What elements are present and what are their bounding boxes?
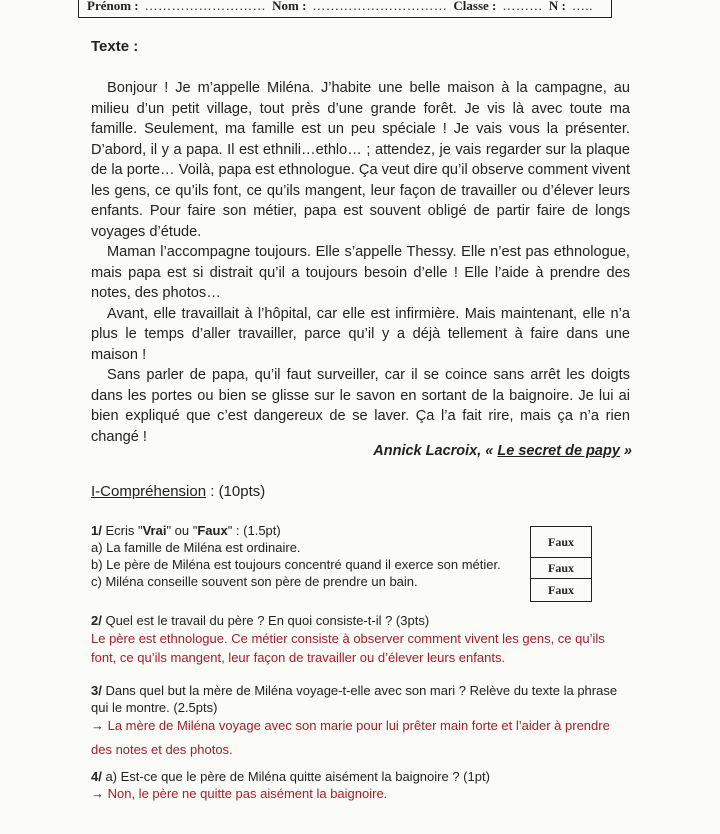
q1-item-a: a) La famille de Miléna est ordinaire. [91, 540, 301, 555]
question-2-prompt: 2/ Quel est le travail du père ? En quoi consiste-t-il ? (3pts) [91, 613, 430, 628]
paragraph-3: Avant, elle travaillait à l’hôpital, car elle est infirmière. Mais maintenant, elle n’a plus le temps d’aller travailler, parce qu’il y a déjà tellement à faire dans une maison ! [91, 305, 630, 363]
section-title: I-Compréhension [91, 483, 207, 500]
n-label: N : [548, 0, 566, 13]
student-info-header [78, 0, 612, 18]
author-name: Annick Lacroix, « [373, 443, 494, 459]
classe-label: Classe : [453, 0, 497, 13]
author-close: » [623, 443, 632, 459]
question-3 [91, 682, 631, 758]
texte-heading: Texte : [91, 38, 139, 55]
arrow-icon: → [91, 786, 104, 801]
question-4-prompt: 4/ a) Est-ce que le père de Miléna quitte aisément la baignoire ? (1pt) [91, 769, 490, 784]
prenom-field[interactable]: ……………………… [144, 0, 267, 13]
question-4-answer: → Non, le père ne quitte pas aisément la baignoire. [91, 786, 388, 801]
q1-item-c: c) Miléna conseille souvent son père de prendre un bain. [91, 574, 418, 589]
paragraph-2: Maman l’accompagne toujours. Elle s’appelle Thessy. Elle n’est pas ethnologue, mais papa est si distrait qu’il a toujours besoin d’elle ! Elle l’aide à prendre des notes, des photos… [91, 244, 630, 301]
q1-answer-c[interactable]: Faux [530, 578, 592, 602]
book-title: Le secret de papy [497, 443, 620, 459]
q1-item-b: b) Le père de Miléna est toujours concentré quand il exerce son métier. [91, 557, 501, 572]
question-2 [91, 612, 631, 667]
comprehension-heading [91, 483, 265, 500]
question-2-answer: Le père est ethnologue. Ce métier consiste à observer comment vivent les gens, ce qu’ils font, ce qu’ils mangent, leur façon de travailler ou d’élever leurs enfants. [91, 631, 605, 665]
paragraph-4: Sans parler de papa, qu’il faut surveiller, car il se coince sans arrêt les doigts dans les portes ou bien se glisse sur le savon en sortant de la baignoire. Je lui ai bien expliqué que c’est dangereux de se laver. Ça l’a fait rire, mais ça n’a rien changé ! [91, 367, 630, 445]
author-citation [373, 443, 632, 459]
question-3-answer-cont: des notes et des photos. [91, 742, 233, 757]
q1-answer-a[interactable]: Faux [530, 526, 592, 558]
classe-field[interactable]: ……… [502, 0, 543, 13]
n-field[interactable]: ….. [571, 0, 593, 13]
reading-text [91, 78, 630, 447]
q1-answer-b[interactable]: Faux [530, 557, 592, 579]
question-1-prompt: 1/ Ecris "Vrai" ou "Faux" : (1.5pt) [91, 523, 281, 538]
paragraph-1: Bonjour ! Je m’appelle Miléna. J’habite une belle maison à la campagne, au milieu d’un petit village, tout près d’une grande forêt. Je vis là avec toute ma famille. Seulement, ma famille est un peu spéciale ! Je vais vous la présenter. D’abord, il y a papa. Il est ethnili…ethlo… ; attendez, je vais regarder sur la plaque de la porte… Voilà, papa est ethnologue. Ça veut dire qu’il observe comment vivent les gens, ce qu’ils font, ce qu’ils mangent, leur façon de travailler ou d’élever leurs enfants. Pour faire son métier, papa est souvent obligé de partir faire de longs voyages d’étude. [91, 80, 630, 240]
prenom-label: Prénom : [87, 0, 139, 13]
question-3-answer: → La mère de Miléna voyage avec son marie pour lui prêter main forte et l’aider à prendre [91, 718, 610, 733]
question-4 [91, 768, 631, 802]
section-points: : (10pts) [206, 483, 266, 500]
nom-field[interactable]: ………………………… [312, 0, 448, 13]
nom-label: Nom : [272, 0, 307, 13]
question-3-prompt: 3/ Dans quel but la mère de Miléna voyage-t-elle avec son mari ? Relève du texte la phrase qui le montre. (2.5pts) [91, 683, 618, 715]
arrow-icon: → [91, 718, 104, 733]
